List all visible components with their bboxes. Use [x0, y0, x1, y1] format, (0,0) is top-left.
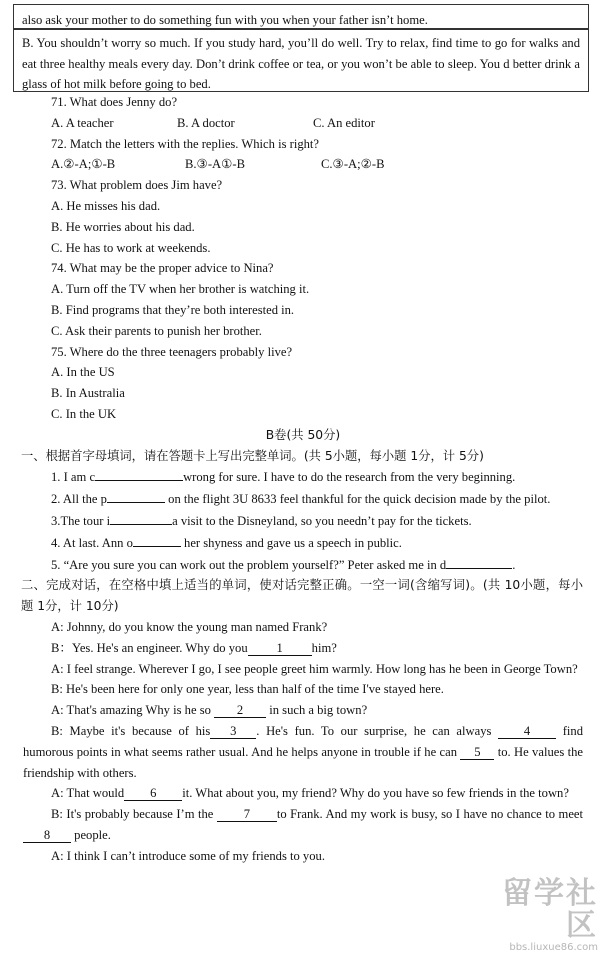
- question-74: 74. What may be the proper advice to Nina?: [51, 261, 274, 276]
- answer-blank-7[interactable]: 7: [217, 807, 277, 822]
- dialogue-line: A: I think I can’t introduce some of my friends to you.: [51, 848, 325, 863]
- answer-blank-3[interactable]: 3: [210, 724, 256, 739]
- answer-blank[interactable]: [446, 554, 512, 569]
- question-body: [23, 92, 583, 866]
- answer-blank-1[interactable]: 1: [248, 641, 312, 656]
- question-73: 73. What problem does Jim have?: [51, 178, 223, 193]
- answer-blank[interactable]: [107, 488, 165, 503]
- fill-text: .: [512, 557, 516, 572]
- fill-text: 5. “Are you sure you can work out the problem yourself?” Peter asked me in d: [51, 557, 447, 572]
- options-72: [23, 154, 583, 175]
- question-75: 75. Where do the three teenagers probably live?: [51, 344, 293, 359]
- fill-text: 3.The tour i: [51, 513, 111, 528]
- option[interactable]: C. In the UK: [51, 406, 117, 421]
- fill-text: 1. I am c: [51, 470, 96, 485]
- answer-blank-8[interactable]: 8: [23, 828, 71, 843]
- watermark-url: bbs.liuxue86.com: [509, 942, 598, 953]
- option[interactable]: C.③-A;②-B: [321, 157, 385, 172]
- dialogue-line: [23, 638, 583, 659]
- answer-blank-4[interactable]: 4: [498, 724, 556, 739]
- dialogue-line: [23, 700, 583, 721]
- option[interactable]: B. Find programs that they’re both interested in.: [51, 302, 295, 317]
- question-71: 71. What does Jenny do?: [51, 95, 178, 109]
- option[interactable]: B. A doctor: [177, 115, 235, 130]
- part2-heading: 二、完成对话，在空格中填上适当的单词，使对话完整正确。一空一词(含缩写词)。(共 10小题，每小题 1分，计 10分): [21, 578, 583, 614]
- answer-blank-2[interactable]: 2: [214, 703, 266, 718]
- options-71: [23, 113, 583, 134]
- dialogue-line: A: Johnny, do you know the young man named Frank?: [51, 619, 328, 634]
- option[interactable]: B. In Australia: [51, 386, 125, 401]
- option[interactable]: A.②-A;①-B: [51, 157, 116, 172]
- dialogue-text: A: That would: [51, 786, 125, 801]
- fill-text: on the flight 3U 8633 feel thankful for the quick decision made by the pilot.: [168, 492, 551, 507]
- option[interactable]: A. Turn off the TV when her brother is watching it.: [51, 282, 310, 297]
- dialogue-text: him?: [311, 640, 337, 655]
- fill-text: 2. All the p: [51, 492, 107, 507]
- answer-blank[interactable]: [133, 532, 181, 547]
- dialogue-text: in such a big town?: [269, 703, 368, 718]
- dialogue-text: . He's fun. To our surprise, he can always: [256, 723, 492, 738]
- answer-blank[interactable]: [110, 510, 172, 525]
- dialogue-line: B: He's been here for only one year, less than half of the time I've stayed here.: [51, 682, 444, 697]
- dialogue-line: A: I feel strange. Wherever I go, I see people greet him warmly. How long has he been in George Town?: [51, 661, 578, 676]
- question-72: 72. Match the letters with the replies. Which is right?: [51, 136, 320, 151]
- dialogue-text: people.: [74, 827, 111, 842]
- dialogue-text: to Frank. And my work is busy, so I have no chance to meet: [276, 807, 584, 822]
- dialogue-line: [23, 804, 583, 846]
- part1-heading: 一、根据首字母填词，请在答题卡上写出完整单词。(共 5小题，每小题 1分，计 5分): [21, 448, 484, 463]
- dialogue-line: [23, 783, 583, 804]
- watermark-logo: [478, 876, 598, 953]
- fill-item-4: [23, 532, 583, 554]
- answer-blank[interactable]: [95, 466, 183, 481]
- answer-blank-6[interactable]: 6: [124, 786, 182, 801]
- answer-blank-5[interactable]: 5: [460, 745, 494, 760]
- option[interactable]: B. He worries about his dad.: [51, 219, 195, 234]
- watermark-text: 留学社区: [502, 876, 598, 943]
- dialogue-line: [23, 721, 583, 783]
- section-b-title: B卷(共 50分): [265, 427, 341, 442]
- fill-item-3: [23, 510, 583, 532]
- option[interactable]: A. In the US: [51, 365, 115, 380]
- fill-text: 4. At last. Ann o: [51, 535, 133, 550]
- dialogue-text: B：Yes. He's an engineer. Why do you: [51, 640, 248, 655]
- passage-box-reply-b: [13, 29, 589, 92]
- option[interactable]: C. Ask their parents to punish her brother.: [51, 323, 262, 338]
- dialogue-text: B: It's probably because I’m the: [51, 807, 214, 822]
- fill-text: wrong for sure. I have to do the research from the very beginning.: [183, 470, 516, 485]
- fill-text: her shyness and gave us a speech in public.: [184, 535, 402, 550]
- option[interactable]: C. He has to work at weekends.: [51, 240, 211, 255]
- dialogue-text: A: That's amazing Why is he so: [51, 703, 211, 718]
- option[interactable]: B.③-A①-B: [185, 157, 246, 172]
- passage-box-top: [13, 4, 589, 29]
- fill-item-1: [23, 466, 583, 488]
- option[interactable]: A. A teacher: [51, 115, 114, 130]
- dialogue-text: find humorous points in what seems rather usual. And he helps anyone in trouble if he can: [23, 723, 584, 759]
- dialogue-text: B: Maybe it's because of his: [51, 723, 211, 738]
- reply-b-paragraph: B. You shouldn’t worry so much. If you study hard, you’ll do well. Try to relax, find time to go for walks and eat three healthy meals every day. Don’t drink coffee or tea, or you won’t be able to sleep. You d better drink a glass of hot milk before going to bed.: [22, 36, 580, 91]
- fill-text: a visit to the Disneyland, so you needn’t pay for the tickets.: [172, 513, 472, 528]
- dialogue-text: to. He values the friendship with others.: [23, 744, 583, 780]
- option[interactable]: A. He misses his dad.: [51, 198, 161, 213]
- fill-item-5: [23, 554, 583, 576]
- dialogue-text: it. What about you, my friend? Why do you have so few friends in the town?: [182, 786, 569, 801]
- passage-line: also ask your mother to do something fun with you when your father isn’t home.: [22, 13, 428, 27]
- fill-item-2: [23, 488, 583, 510]
- option[interactable]: C. An editor: [313, 115, 375, 130]
